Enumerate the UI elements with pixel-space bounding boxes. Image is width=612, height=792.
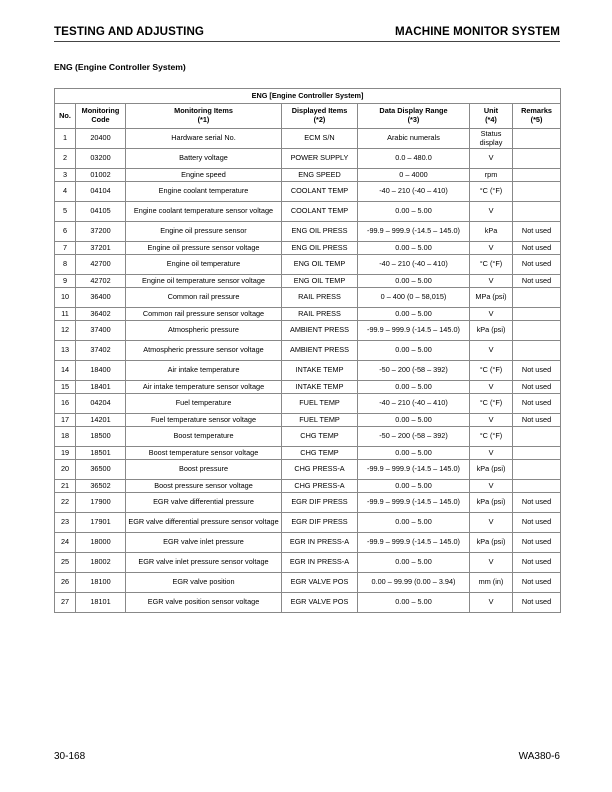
- cell-no: 8: [55, 255, 76, 275]
- table-row: [55, 361, 561, 381]
- cell-remarks: [513, 169, 561, 182]
- cell-code: 37201: [76, 242, 126, 255]
- cell-range: 0.00 – 5.00: [358, 447, 470, 460]
- cell-code: 18101: [76, 593, 126, 613]
- cell-remarks: [513, 288, 561, 308]
- cell-item: Boost temperature sensor voltage: [126, 447, 282, 460]
- cell-display: FUEL TEMP: [282, 414, 358, 427]
- cell-item: Air intake temperature sensor voltage: [126, 381, 282, 394]
- section-title: ENG (Engine Controller System): [54, 62, 186, 72]
- cell-item: Boost pressure: [126, 460, 282, 480]
- cell-code: 18000: [76, 533, 126, 553]
- cell-code: 36502: [76, 480, 126, 493]
- cell-no: 17: [55, 414, 76, 427]
- cell-display: FUEL TEMP: [282, 394, 358, 414]
- table-row: [55, 414, 561, 427]
- column-header-unit: [470, 104, 513, 129]
- cell-display: CHG PRESS-A: [282, 480, 358, 493]
- cell-range: -99.9 – 999.9 (-14.5 – 145.0): [358, 222, 470, 242]
- table-row: [55, 321, 561, 341]
- cell-no: 16: [55, 394, 76, 414]
- cell-no: 2: [55, 149, 76, 169]
- cell-item: Fuel temperature sensor voltage: [126, 414, 282, 427]
- cell-no: 6: [55, 222, 76, 242]
- cell-unit: °C (°F): [470, 394, 513, 414]
- cell-range: 0.00 – 5.00: [358, 341, 470, 361]
- cell-display: CHG TEMP: [282, 427, 358, 447]
- cell-display: RAIL PRESS: [282, 308, 358, 321]
- table-body: [55, 129, 561, 613]
- table-row: [55, 255, 561, 275]
- cell-no: 1: [55, 129, 76, 149]
- cell-display: ENG OIL TEMP: [282, 275, 358, 288]
- cell-item: Engine speed: [126, 169, 282, 182]
- cell-code: 36500: [76, 460, 126, 480]
- cell-remarks: Not used: [513, 553, 561, 573]
- cell-item: Fuel temperature: [126, 394, 282, 414]
- cell-code: 04105: [76, 202, 126, 222]
- column-header-note: (*3): [407, 115, 420, 124]
- cell-no: 20: [55, 460, 76, 480]
- cell-range: 0.00 – 99.99 (0.00 – 3.94): [358, 573, 470, 593]
- cell-display: POWER SUPPLY: [282, 149, 358, 169]
- model-number: WA380-6: [518, 751, 560, 762]
- cell-item: Battery voltage: [126, 149, 282, 169]
- column-header-label: Remarks: [521, 106, 552, 116]
- cell-remarks: Not used: [513, 242, 561, 255]
- cell-range: 0.00 – 5.00: [358, 513, 470, 533]
- cell-unit: °C (°F): [470, 361, 513, 381]
- table-row: [55, 341, 561, 361]
- cell-item: Engine coolant temperature sensor voltage: [126, 202, 282, 222]
- cell-display: AMBIENT PRESS: [282, 321, 358, 341]
- cell-item: Engine oil temperature: [126, 255, 282, 275]
- column-header-item: [126, 104, 282, 129]
- cell-unit: V: [470, 275, 513, 288]
- table-row: [55, 427, 561, 447]
- cell-display: EGR VALVE POS: [282, 593, 358, 613]
- section-header-title: MACHINE MONITOR SYSTEM: [395, 25, 560, 38]
- cell-unit: V: [470, 308, 513, 321]
- table-row: [55, 149, 561, 169]
- cell-no: 9: [55, 275, 76, 288]
- column-header-label: Unit: [483, 106, 499, 116]
- cell-code: 17900: [76, 493, 126, 513]
- cell-no: 15: [55, 381, 76, 394]
- table-row: [55, 381, 561, 394]
- cell-remarks: Not used: [513, 414, 561, 427]
- cell-range: 0.00 – 5.00: [358, 202, 470, 222]
- cell-no: 22: [55, 493, 76, 513]
- table-row: [55, 182, 561, 202]
- cell-no: 5: [55, 202, 76, 222]
- column-header-label: Monitoring Items: [174, 106, 233, 116]
- cell-unit: V: [470, 593, 513, 613]
- cell-remarks: [513, 202, 561, 222]
- cell-no: 24: [55, 533, 76, 553]
- table-row: [55, 222, 561, 242]
- cell-range: 0.00 – 5.00: [358, 480, 470, 493]
- cell-item: Engine oil pressure sensor: [126, 222, 282, 242]
- column-header-label: Data Display Range: [379, 106, 448, 116]
- cell-remarks: [513, 149, 561, 169]
- table-row: [55, 593, 561, 613]
- column-header-label: Monitoring: [81, 106, 120, 116]
- cell-unit: V: [470, 513, 513, 533]
- table-title: ENG [Engine Controller System]: [55, 89, 561, 104]
- cell-remarks: Not used: [513, 573, 561, 593]
- cell-unit: MPa (psi): [470, 288, 513, 308]
- cell-remarks: [513, 341, 561, 361]
- cell-unit: rpm: [470, 169, 513, 182]
- cell-unit: °C (°F): [470, 427, 513, 447]
- cell-range: 0.0 – 480.0: [358, 149, 470, 169]
- cell-no: 14: [55, 361, 76, 381]
- table-row: [55, 242, 561, 255]
- cell-remarks: Not used: [513, 394, 561, 414]
- page-header: [54, 25, 560, 42]
- cell-item: Air intake temperature: [126, 361, 282, 381]
- table-row: [55, 275, 561, 288]
- table-row: [55, 129, 561, 149]
- cell-no: 7: [55, 242, 76, 255]
- cell-code: 18401: [76, 381, 126, 394]
- cell-display: ECM S/N: [282, 129, 358, 149]
- table-row: [55, 308, 561, 321]
- cell-display: CHG PRESS-A: [282, 460, 358, 480]
- cell-remarks: Not used: [513, 513, 561, 533]
- cell-unit: kPa (psi): [470, 321, 513, 341]
- cell-code: 01002: [76, 169, 126, 182]
- cell-range: 0.00 – 5.00: [358, 275, 470, 288]
- eng-monitoring-table: [54, 88, 561, 613]
- cell-remarks: [513, 460, 561, 480]
- cell-code: 36400: [76, 288, 126, 308]
- cell-unit: kPa (psi): [470, 533, 513, 553]
- cell-unit: V: [470, 381, 513, 394]
- cell-item: Boost pressure sensor voltage: [126, 480, 282, 493]
- table-row: [55, 480, 561, 493]
- cell-range: 0.00 – 5.00: [358, 414, 470, 427]
- cell-display: COOLANT TEMP: [282, 182, 358, 202]
- cell-unit: kPa: [470, 222, 513, 242]
- cell-range: -99.9 – 999.9 (-14.5 – 145.0): [358, 321, 470, 341]
- cell-code: 18500: [76, 427, 126, 447]
- column-header-range: [358, 104, 470, 129]
- cell-display: RAIL PRESS: [282, 288, 358, 308]
- cell-unit: V: [470, 341, 513, 361]
- cell-remarks: [513, 447, 561, 460]
- cell-no: 27: [55, 593, 76, 613]
- cell-display: EGR IN PRESS-A: [282, 533, 358, 553]
- table-row: [55, 288, 561, 308]
- cell-range: 0 – 400 (0 – 58,015): [358, 288, 470, 308]
- cell-item: Boost temperature: [126, 427, 282, 447]
- column-header-label: No.: [59, 110, 71, 120]
- cell-item: Hardware serial No.: [126, 129, 282, 149]
- cell-no: 3: [55, 169, 76, 182]
- cell-unit: kPa (psi): [470, 460, 513, 480]
- cell-display: EGR DIF PRESS: [282, 513, 358, 533]
- cell-item: EGR valve inlet pressure: [126, 533, 282, 553]
- cell-item: Common rail pressure sensor voltage: [126, 308, 282, 321]
- cell-display: COOLANT TEMP: [282, 202, 358, 222]
- cell-range: -40 – 210 (-40 – 410): [358, 394, 470, 414]
- cell-unit: V: [470, 553, 513, 573]
- column-header-note: (*4): [485, 115, 497, 124]
- cell-item: EGR valve position: [126, 573, 282, 593]
- cell-display: CHG TEMP: [282, 447, 358, 460]
- cell-display: EGR VALVE POS: [282, 573, 358, 593]
- cell-unit: mm (in): [470, 573, 513, 593]
- table-row: [55, 553, 561, 573]
- table-row: [55, 169, 561, 182]
- cell-remarks: Not used: [513, 381, 561, 394]
- cell-remarks: [513, 182, 561, 202]
- cell-range: 0.00 – 5.00: [358, 553, 470, 573]
- cell-code: 18501: [76, 447, 126, 460]
- cell-code: 14201: [76, 414, 126, 427]
- cell-no: 23: [55, 513, 76, 533]
- cell-range: -40 – 210 (-40 – 410): [358, 255, 470, 275]
- cell-no: 11: [55, 308, 76, 321]
- cell-item: Common rail pressure: [126, 288, 282, 308]
- cell-unit: V: [470, 480, 513, 493]
- cell-unit: V: [470, 414, 513, 427]
- cell-remarks: Not used: [513, 275, 561, 288]
- cell-unit: °C (°F): [470, 255, 513, 275]
- cell-item: Atmospheric pressure: [126, 321, 282, 341]
- cell-code: 03200: [76, 149, 126, 169]
- cell-unit: kPa (psi): [470, 493, 513, 513]
- cell-display: INTAKE TEMP: [282, 361, 358, 381]
- cell-code: 17901: [76, 513, 126, 533]
- cell-range: 0.00 – 5.00: [358, 242, 470, 255]
- table-row: [55, 460, 561, 480]
- cell-range: 0.00 – 5.00: [358, 381, 470, 394]
- cell-no: 10: [55, 288, 76, 308]
- cell-code: 36402: [76, 308, 126, 321]
- column-header-note: (*5): [530, 115, 543, 124]
- cell-remarks: [513, 427, 561, 447]
- cell-item: Atmospheric pressure sensor voltage: [126, 341, 282, 361]
- cell-range: -99.9 – 999.9 (-14.5 – 145.0): [358, 493, 470, 513]
- cell-item: EGR valve differential pressure sensor voltage: [126, 513, 282, 533]
- column-header-no: [55, 104, 76, 129]
- cell-code: 37402: [76, 341, 126, 361]
- page-number: 30-168: [54, 751, 86, 762]
- cell-code: 18100: [76, 573, 126, 593]
- cell-remarks: [513, 480, 561, 493]
- table-row: [55, 202, 561, 222]
- cell-no: 12: [55, 321, 76, 341]
- cell-code: 42700: [76, 255, 126, 275]
- table-row: [55, 533, 561, 553]
- cell-range: -50 – 200 (-58 – 392): [358, 361, 470, 381]
- cell-remarks: Not used: [513, 533, 561, 553]
- cell-no: 26: [55, 573, 76, 593]
- cell-code: 37400: [76, 321, 126, 341]
- cell-item: Engine oil temperature sensor voltage: [126, 275, 282, 288]
- cell-unit: V: [470, 149, 513, 169]
- cell-no: 19: [55, 447, 76, 460]
- cell-item: Engine coolant temperature: [126, 182, 282, 202]
- table-row: [55, 513, 561, 533]
- table-header-row: [55, 104, 561, 129]
- cell-unit: Status display: [470, 129, 513, 149]
- cell-display: EGR IN PRESS-A: [282, 553, 358, 573]
- column-header-note: (*1): [197, 115, 210, 124]
- cell-code: 42702: [76, 275, 126, 288]
- cell-no: 4: [55, 182, 76, 202]
- column-header-remarks: [513, 104, 561, 129]
- column-header-code: [76, 104, 126, 129]
- cell-range: 0 – 4000: [358, 169, 470, 182]
- cell-display: EGR DIF PRESS: [282, 493, 358, 513]
- cell-no: 25: [55, 553, 76, 573]
- cell-no: 13: [55, 341, 76, 361]
- column-header-note: (*2): [313, 115, 326, 124]
- cell-code: 18002: [76, 553, 126, 573]
- cell-remarks: Not used: [513, 493, 561, 513]
- table-row: [55, 573, 561, 593]
- cell-unit: V: [470, 242, 513, 255]
- cell-range: Arabic numerals: [358, 129, 470, 149]
- cell-code: 37200: [76, 222, 126, 242]
- cell-code: 04204: [76, 394, 126, 414]
- cell-remarks: Not used: [513, 361, 561, 381]
- cell-remarks: Not used: [513, 593, 561, 613]
- cell-code: 18400: [76, 361, 126, 381]
- cell-range: 0.00 – 5.00: [358, 593, 470, 613]
- column-header-note: Code: [91, 115, 110, 124]
- cell-range: -99.9 – 999.9 (-14.5 – 145.0): [358, 533, 470, 553]
- cell-range: -40 – 210 (-40 – 410): [358, 182, 470, 202]
- cell-unit: V: [470, 447, 513, 460]
- column-header-display: [282, 104, 358, 129]
- chapter-title: TESTING AND ADJUSTING: [54, 25, 205, 38]
- cell-item: EGR valve inlet pressure sensor voltage: [126, 553, 282, 573]
- cell-range: -99.9 – 999.9 (-14.5 – 145.0): [358, 460, 470, 480]
- cell-item: Engine oil pressure sensor voltage: [126, 242, 282, 255]
- cell-display: INTAKE TEMP: [282, 381, 358, 394]
- cell-remarks: [513, 321, 561, 341]
- cell-display: ENG SPEED: [282, 169, 358, 182]
- cell-item: EGR valve position sensor voltage: [126, 593, 282, 613]
- cell-range: -50 – 200 (-58 – 392): [358, 427, 470, 447]
- cell-range: 0.00 – 5.00: [358, 308, 470, 321]
- cell-display: ENG OIL TEMP: [282, 255, 358, 275]
- cell-display: ENG OIL PRESS: [282, 242, 358, 255]
- cell-display: AMBIENT PRESS: [282, 341, 358, 361]
- table-row: [55, 493, 561, 513]
- table-row: [55, 447, 561, 460]
- cell-no: 21: [55, 480, 76, 493]
- cell-remarks: [513, 308, 561, 321]
- cell-remarks: Not used: [513, 222, 561, 242]
- cell-unit: °C (°F): [470, 182, 513, 202]
- cell-remarks: [513, 129, 561, 149]
- cell-code: 04104: [76, 182, 126, 202]
- cell-no: 18: [55, 427, 76, 447]
- cell-remarks: Not used: [513, 255, 561, 275]
- table-row: [55, 394, 561, 414]
- cell-code: 20400: [76, 129, 126, 149]
- column-header-label: Displayed Items: [291, 106, 348, 116]
- cell-display: ENG OIL PRESS: [282, 222, 358, 242]
- cell-item: EGR valve differential pressure: [126, 493, 282, 513]
- cell-unit: V: [470, 202, 513, 222]
